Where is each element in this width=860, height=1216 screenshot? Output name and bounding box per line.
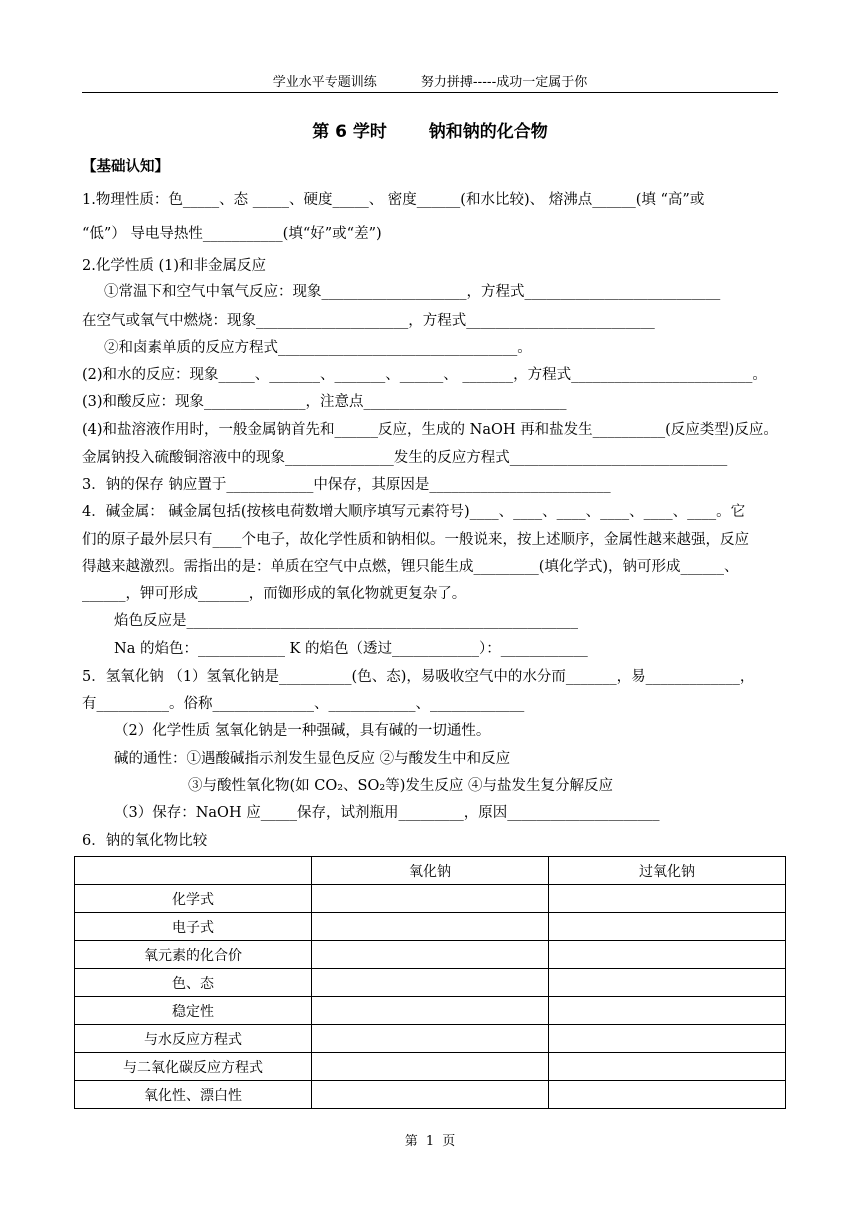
row-label: 色、态 [75,969,312,997]
answer-cell[interactable] [312,969,549,997]
row-label: 与二氧化碳反应方程式 [75,1053,312,1081]
text-line: Na 的焰色：____________ K 的焰色（透过____________）：____________ [114,641,588,657]
answer-cell[interactable] [549,969,786,997]
text-line: 2.化学性质 (1)和非金属反应 [82,258,266,274]
answer-cell[interactable] [312,1081,549,1109]
text-line: ______，钾可形成_______，而铷形成的氧化物就更复杂了。 [82,586,467,602]
text-line: （3）保存：NaOH 应_____保存，试剂瓶用_________，原因_____________________ [114,805,660,821]
text-line: 得越来越激烈。需指出的是：单质在空气中点燃，锂只能生成_________(填化学式)，钠可形成______、 [82,559,739,575]
answer-cell[interactable] [312,941,549,969]
text-line: 有__________。俗称______________、____________、_____________ [82,696,525,712]
answer-cell[interactable] [549,941,786,969]
oxide-comparison-table [74,856,786,1109]
answer-cell[interactable] [312,997,549,1025]
page-footer [0,1130,860,1149]
answer-cell[interactable] [312,1053,549,1081]
text-line: (3)和酸反应：现象______________，注意点____________________________ [82,394,567,410]
text-line: 在空气或氧气中燃烧：现象_____________________，方程式__________________________ [82,313,655,329]
row-label: 氧化性、漂白性 [75,1081,312,1109]
lesson-topic: 钠和钠的化合物 [428,122,548,142]
table-row [75,1053,786,1081]
text-line: (4)和盐溶液作用时，一般金属钠首先和______反应，生成的 NaOH 再和盐发生__________(反应类型)反应。 [82,422,778,438]
table-row [75,885,786,913]
text-line: （2）化学性质 氢氧化钠是一种强碱，具有碱的一切通性。 [114,723,491,739]
footer-suffix: 页 [442,1134,456,1149]
table-row [75,913,786,941]
answer-cell[interactable] [312,885,549,913]
header-left: 学业水平专题训练 [272,75,377,90]
table-header-cell: 氧化钠 [312,857,549,885]
row-label: 电子式 [75,913,312,941]
table-header-cell: 过氧化钠 [549,857,786,885]
answer-cell[interactable] [549,1053,786,1081]
text-line: 3．钠的保存 钠应置于____________中保存，其原因是_________________________ [82,477,611,493]
text-line: 5．氢氧化钠 （1）氢氧化钠是__________(色、态)，易吸收空气中的水分而_______，易_____________， [82,669,755,685]
text-line: 4．碱金属： 碱金属包括(按核电荷数增大顺序填写元素符号)____、____、____、____、____、____。它 [82,504,746,520]
answer-cell[interactable] [549,1081,786,1109]
page-title [0,117,860,142]
text-line: 焰色反应是______________________________________________________ [114,613,578,629]
footer-prefix: 第 [404,1134,418,1149]
answer-cell[interactable] [549,913,786,941]
page-header [82,74,778,93]
text-line: 6．钠的氧化物比较 [82,833,208,849]
text-line: 1.物理性质：色_____、态 _____、硬度_____、 密度______(和水比较)、 熔沸点______(填 “高”或 [82,192,705,208]
answer-cell[interactable] [549,1025,786,1053]
text-line: ①常温下和空气中氧气反应：现象____________________，方程式___________________________ [104,284,721,300]
table-row [75,1025,786,1053]
table-header-cell [75,857,312,885]
table-row [75,969,786,997]
lesson-number: 第 6 学时 [312,122,387,142]
row-label: 化学式 [75,885,312,913]
table-row [75,1081,786,1109]
text-line: 碱的通性：①遇酸碱指示剂发生显色反应 ②与酸发生中和反应 [114,751,511,767]
row-label: 氧元素的化合价 [75,941,312,969]
text-line: ②和卤素单质的反应方程式_________________________________。 [104,340,532,356]
answer-cell[interactable] [549,885,786,913]
text-line: ③与酸性氧化物(如 CO₂、SO₂等)发生反应 ④与盐发生复分解反应 [188,778,613,794]
answer-cell[interactable] [312,1025,549,1053]
row-label: 与水反应方程式 [75,1025,312,1053]
text-line: 们的原子最外层只有____个电子，故化学性质和钠相似。一般说来，按上述顺序，金属性越来越强，反应 [82,532,749,548]
answer-cell[interactable] [549,997,786,1025]
text-line: “低”） 导电导热性___________(填“好”或“差”) [82,226,382,242]
table-row [75,997,786,1025]
section-heading: 【基础认知】 [82,159,169,175]
text-line: 金属钠投入硫酸铜溶液中的现象_______________发生的反应方程式______________________________ [82,450,728,466]
table-row [75,941,786,969]
row-label: 稳定性 [75,997,312,1025]
table-header-row [75,857,786,885]
text-line: (2)和水的反应：现象_____、_______、_______、______、 _______，方程式_________________________。 [82,367,767,383]
header-right: 努力拼搏-----成功一定属于你 [420,75,588,90]
page-number: 1 [425,1134,435,1149]
answer-cell[interactable] [312,913,549,941]
